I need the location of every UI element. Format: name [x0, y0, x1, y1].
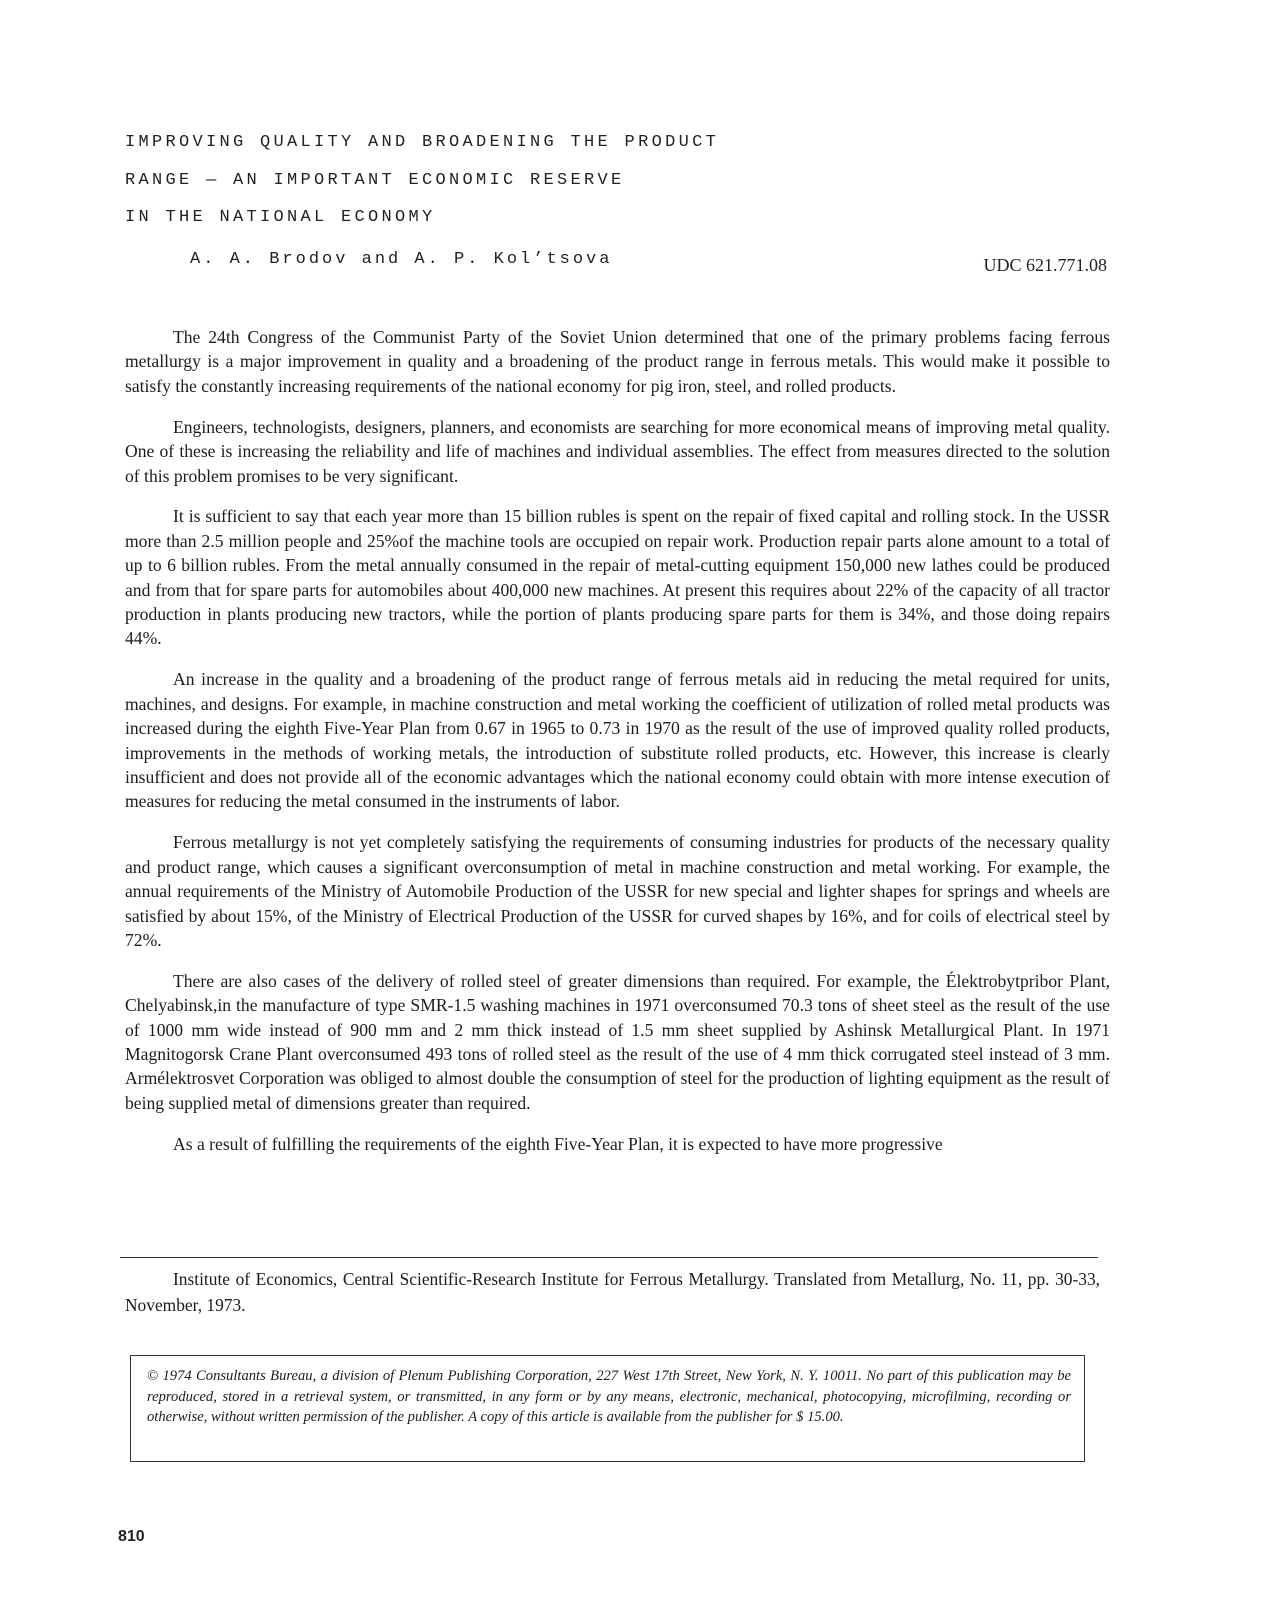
copyright-notice: © 1974 Consultants Bureau, a division of Plenum Publishing Corporation, 227 West 17th Street, New York, N. Y. 10011. No part of this publication may be reproduced, stored in a retrieval system, or transmitted, in any form or by any means, electronic, mechanical, photocopying, microfilming, recording or otherwise, without written permission of the publisher. A copy of this article is available from the publisher for $ 15.00. — [130, 1355, 1085, 1462]
authors: A. A. Brodov and A. P. Kol’tsova — [190, 250, 613, 269]
udc-code: UDC 621.771.08 — [983, 255, 1107, 275]
title-line-2: RANGE — AN IMPORTANT ECONOMIC RESERVE — [125, 170, 625, 190]
paragraph-7: As a result of fulfilling the requirements of the eighth Five-Year Plan, it is expected to have more progressive — [173, 1133, 943, 1154]
page-number: 810 — [118, 1528, 145, 1545]
article-body — [125, 325, 1110, 1173]
paragraph-4: An increase in the quality and a broadening of the product range of ferrous metals aid in reducing the metal required for units, machines, and designs. For example, in machine construction and metal working the coefficient of utilization of rolled metal products was increased during the eighth Five-Year Plan from 0.67 in 1965 to 0.73 in 1970 as the result of the use of improved quality rolled products, improvements in the methods of working metals, the introduction of substitute rolled products, etc. However, this increase is clearly insufficient and does not provide all of the economic advantages which the national economy could obtain with more intense execution of measures for reducing the metal consumed in the instruments of labor. — [125, 669, 1110, 812]
title-line-3: IN THE NATIONAL ECONOMY — [125, 208, 436, 227]
title-line-1: IMPROVING QUALITY AND BROADENING THE PRODUCT — [125, 133, 720, 152]
paragraph-6: There are also cases of the delivery of rolled steel of greater dimensions than required. For example, the Élektrobytpribor Plant, Chelyabinsk,in the manufacture of type SMR-1.5 washing machines in 1971 overconsumed 70.3 tons of sheet steel as the result of the use of 1000 mm wide instead of 900 mm and 2 mm thick instead of 1.5 mm sheet supplied by Ashinsk Metallurgical Plant. In 1971 Magnitogorsk Crane Plant overconsumed 493 tons of rolled steel as the result of the use of 4 mm thick corrugated steel instead of 3 mm. Armélektrosvet Corporation was obliged to almost double the consumption of steel for the production of lighting equipment as the result of being supplied metal of dimensions greater than required. — [125, 970, 1110, 1113]
footnote-divider — [120, 1257, 1098, 1258]
paragraph-3: It is sufficient to say that each year more than 15 billion rubles is spent on the repair of fixed capital and rolling stock. In the USSR more than 2.5 million people and 25%of the machine tools are occupied on repair work. Production repair parts alone amount to a total of up to 6 billion rubles. From the metal annually consumed in the repair of metal-cutting equipment 150,000 new lathes could be produced and from that for spare parts for automobiles about 400,000 new machines. At present this requires about 22% of the capacity of all tractor production in plants producing new tractors, while the portion of plants producing spare parts for them is 34%, and those doing repairs 44%. — [125, 506, 1110, 649]
article-title — [125, 124, 719, 237]
footnote-text: Institute of Economics, Central Scientific-Research Institute for Ferrous Metallurgy. Translated from Metallurg, No. 11, pp. 30-33, November, 1973. — [125, 1269, 1100, 1315]
footnote — [125, 1266, 1100, 1318]
paragraph-5: Ferrous metallurgy is not yet completely satisfying the requirements of consuming industries for products of the necessary quality and product range, which causes a significant overconsumption of metal in machine construction and metal working. For example, the annual requirements of the Ministry of Automobile Production of the USSR for new special and lighter shapes for springs and wheels are satisfied by about 15%, of the Ministry of Electrical Production of the USSR for curved shapes by 16%, and for coils of electrical steel by 72%. — [125, 832, 1110, 950]
paragraph-2: Engineers, technologists, designers, planners, and economists are searching for more economical means of improving metal quality. One of these is increasing the reliability and life of machines and individual assemblies. The effect from measures directed to the solution of this problem promises to be very significant. — [125, 416, 1110, 486]
paragraph-1: The 24th Congress of the Communist Party of the Soviet Union determined that one of the primary problems facing ferrous metallurgy is a major improvement in quality and a broadening of the product range in ferrous metals. This would make it possible to satisfy the constantly increasing requirements of the national economy for pig iron, steel, and rolled products. — [125, 327, 1110, 396]
